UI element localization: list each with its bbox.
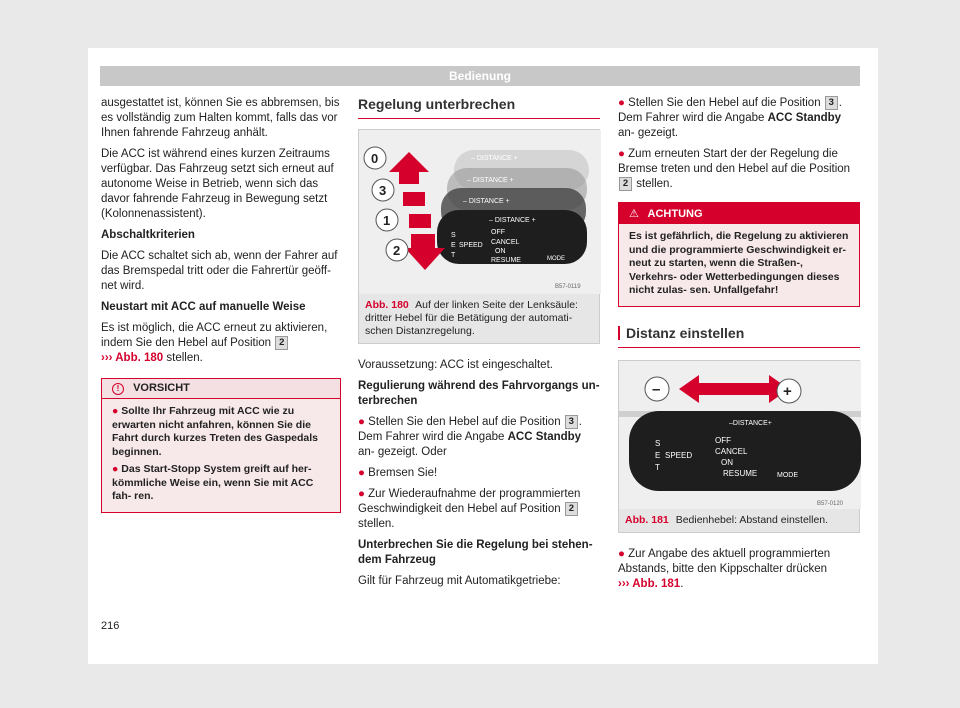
bullet-item: ● Stellen Sie den Hebel auf die Position 3 . Dem Fahrer wird die Angabe ACC Standby an- gezeigt. Oder [358, 416, 582, 458]
column-1 [101, 96, 341, 513]
svg-text:CANCEL: CANCEL [491, 239, 520, 246]
warning-header: ⚠ ACHTUNG [619, 203, 859, 224]
svg-text:–DISTANCE+: –DISTANCE+ [729, 419, 772, 427]
svg-text:+: + [783, 382, 792, 400]
bullet-item: ● Zum erneuten Start der der Regelung die Bremse treten und den Hebel auf die Position 2 stellen. [618, 148, 851, 190]
svg-text:CANCEL: CANCEL [715, 446, 748, 456]
subheading: Abschaltkriterien [101, 229, 195, 241]
svg-text:– DISTANCE +: – DISTANCE + [471, 155, 518, 162]
lever-illustration [359, 130, 599, 294]
svg-text:– DISTANCE +: – DISTANCE + [463, 198, 510, 205]
position-ref: 2 [565, 502, 578, 516]
caution-body: ● Sollte Ihr Fahrzeug mit ACC wie zu erwarten nicht anfahren, können Sie die Fahrt durch kurzes Treten des Gaspedals beginnen. ● Das Start-Stopp System greift auf her- kömmliche Weise ein, wenn Sie mit ACC fah- ren. [102, 399, 340, 512]
column-3 [618, 96, 860, 598]
svg-text:T: T [451, 252, 456, 259]
page-header: Bedienung [100, 66, 860, 86]
column-2 [358, 96, 600, 595]
svg-text:OFF: OFF [715, 435, 731, 445]
bullet-item: ● Bremsen Sie! [358, 467, 438, 479]
lever-illustration [619, 361, 859, 509]
figure-link[interactable]: ››› Abb. 181 [618, 577, 681, 590]
svg-text:RESUME: RESUME [723, 468, 758, 478]
position-ref: 3 [825, 96, 838, 110]
bullet-item: ● Zur Wiederaufnahme der programmierten Geschwindigkeit den Hebel auf Position 2 stellen. [358, 488, 581, 530]
svg-text:B57-0119: B57-0119 [555, 284, 581, 290]
svg-text:1: 1 [383, 213, 391, 228]
caution-box [101, 378, 341, 513]
subheading: Regulierung während des Fahrvorgangs un- terbrechen [358, 380, 600, 407]
section-title: Regelung unterbrechen [358, 96, 600, 119]
paragraph: Die ACC schaltet sich ab, wenn der Fahrer auf das Bremspedal tritt oder die Fahrertür geöff- net wird. [101, 250, 338, 292]
svg-text:E: E [655, 450, 661, 460]
svg-text:OFF: OFF [491, 229, 505, 236]
svg-text:MODE: MODE [547, 256, 565, 262]
svg-text:– DISTANCE +: – DISTANCE + [489, 217, 536, 224]
section-title: Distanz einstellen [618, 325, 860, 348]
page-number: 216 [101, 620, 120, 632]
paragraph: Gilt für Fahrzeug mit Automatikgetriebe: [358, 575, 561, 587]
svg-text:SPEED: SPEED [665, 450, 693, 460]
svg-text:E: E [451, 242, 456, 249]
svg-text:SPEED: SPEED [459, 242, 483, 249]
paragraph: Voraussetzung: ACC ist eingeschaltet. [358, 359, 553, 371]
paragraph: Es ist möglich, die ACC erneut zu aktivieren, indem Sie den Hebel auf Position 2 ››› Abb. 180 stellen. [101, 322, 328, 364]
warning-box [618, 202, 860, 307]
steering-lever-diagram [359, 130, 601, 294]
position-ref: 2 [275, 336, 288, 350]
svg-text:3: 3 [379, 183, 387, 198]
svg-text:MODE: MODE [777, 471, 798, 479]
svg-text:T: T [655, 462, 660, 472]
paragraph: Die ACC ist während eines kurzen Zeitraums verfügbar. Das Fahrzeug setzt sich erneut auf autonome Weise in Betrieb, wenn sich das davor fahrende Fahrzeug in Bewegung setzt (Kolonnenassistent). [101, 148, 334, 220]
svg-text:ON: ON [495, 248, 506, 255]
caution-header: ! VORSICHT [102, 379, 340, 399]
svg-text:2: 2 [393, 243, 401, 258]
position-ref: 2 [619, 177, 632, 191]
figure-180 [358, 129, 600, 344]
svg-text:S: S [655, 438, 661, 448]
figure-caption: Abb. 180 Auf der linken Seite der Lenksäule: dritter Hebel für die Betätigung der automati- schen Distanzregelung. [359, 294, 599, 343]
warning-body: Es ist gefährlich, die Regelung zu aktivieren und die programmierte Geschwindigkeit er- neut zu starten, wenn die Straßen-, Verkehrs- oder Wetterbedingungen dieses nicht zulas- sen. Unfallgefahr! [619, 224, 859, 306]
svg-text:0: 0 [371, 151, 379, 166]
figure-caption: Abb. 181 Bedienhebel: Abstand einstellen. [619, 509, 859, 532]
svg-text:S: S [451, 232, 456, 239]
figure-link[interactable]: ››› Abb. 180 [101, 352, 164, 364]
figure-181 [618, 360, 860, 533]
position-ref: 3 [565, 415, 578, 429]
subheading: Unterbrechen Sie die Regelung bei stehen- dem Fahrzeug [358, 539, 593, 566]
svg-text:B57-0120: B57-0120 [817, 500, 844, 507]
distance-lever-diagram [619, 361, 861, 509]
svg-text:–: – [652, 380, 661, 398]
subheading: Neustart mit ACC auf manuelle Weise [101, 301, 306, 313]
warning-triangle-icon: ⚠ [629, 208, 639, 220]
paragraph: ausgestattet ist, können Sie es abbremsen, bis es vollständig zum Halten kommt, falls das vor Ihnen fahrende Fahrzeug anhält. [101, 97, 340, 139]
info-icon: ! [112, 383, 124, 395]
svg-text:RESUME: RESUME [491, 257, 521, 264]
bullet-item: ● Zur Angabe des aktuell programmierten Abstands, bitte den Kippschalter drücken ››› Abb. 181. [618, 547, 831, 590]
bullet-item: ● Stellen Sie den Hebel auf die Position 3 . Dem Fahrer wird die Angabe ACC Standby an- gezeigt. [618, 97, 842, 139]
svg-text:ON: ON [721, 457, 733, 467]
svg-text:– DISTANCE +: – DISTANCE + [467, 177, 514, 184]
